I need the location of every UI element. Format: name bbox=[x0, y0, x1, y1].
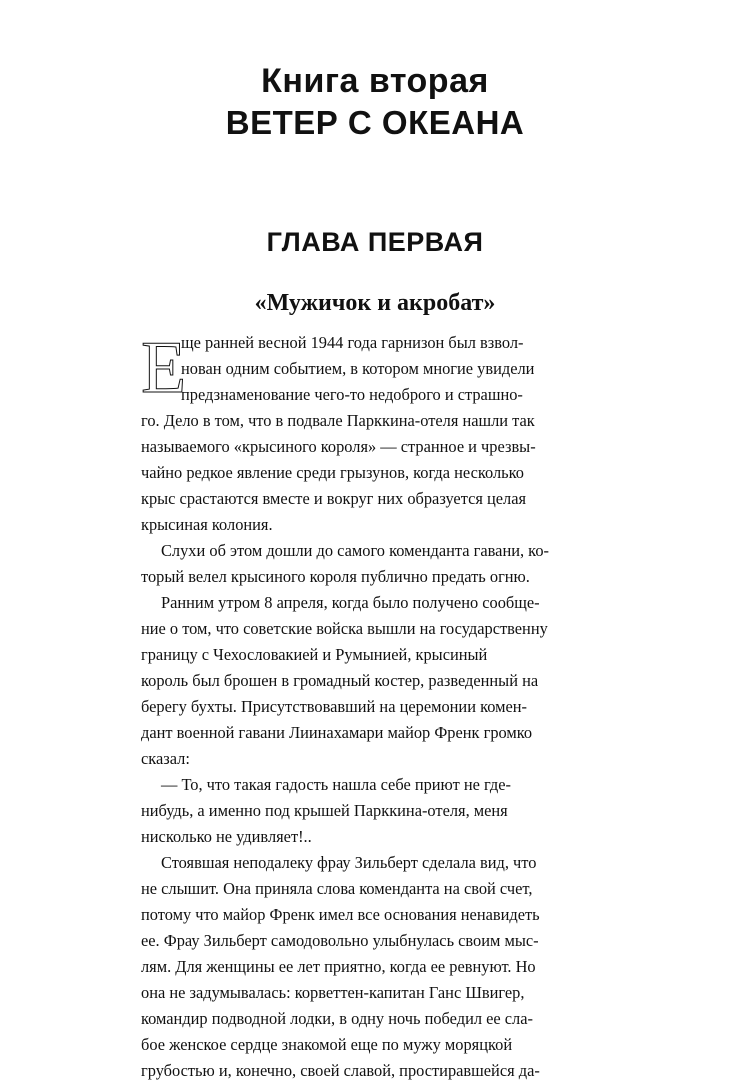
text-line: Ранним утром 8 апреля, когда было получено сообще- bbox=[161, 593, 540, 612]
text-line: король был брошен в громадный костер, разведенный на bbox=[141, 671, 539, 690]
text-line: нисколько не удивляет!.. bbox=[141, 827, 312, 846]
text-line: дант военной гавани Лиинахамари майор Френк громко bbox=[141, 723, 533, 742]
text-line: крыс срастаются вместе и вокруг них образуется целая bbox=[141, 489, 527, 508]
text-line: берегу бухты. Присутствовавший на церемонии комен- bbox=[141, 697, 527, 716]
text-line: — То, что такая гадость нашла себе приют не где- bbox=[161, 775, 511, 794]
text-line: лям. Для женщины ее лет приятно, когда ее ревнуют. Но bbox=[141, 957, 536, 976]
text-line: чайно редкое явление среди грызунов, когда несколько bbox=[141, 463, 524, 482]
text-line: командир подводной лодки, в одну ночь победил ее сла- bbox=[141, 1009, 533, 1028]
book-number-heading: Книга вторая bbox=[261, 62, 489, 100]
chapter-heading: ГЛАВА ПЕРВАЯ bbox=[266, 227, 484, 257]
text-line: го. Дело в том, что в подвале Парккина-отеля нашли так bbox=[141, 411, 535, 430]
text-line: называемого «крысиного короля» — странное и чрезвы- bbox=[141, 437, 536, 456]
text-line: не слышит. Она приняла слова коменданта на свой счет, bbox=[141, 879, 533, 898]
text-line: нибудь, а именно под крышей Парккина-отеля, меня bbox=[141, 801, 508, 820]
text-line: торый велел крысиного короля публично предать огню. bbox=[141, 567, 530, 586]
text-line: потому что майор Френк имел все основания ненавидеть bbox=[141, 905, 540, 924]
text-line: грубостью и, конечно, своей славой, простиравшейся да- bbox=[141, 1061, 540, 1080]
text-line: Стоявшая неподалеку фрау Зильберт сделала вид, что bbox=[161, 853, 537, 872]
text-line: нован одним событием, в котором многие увидели bbox=[181, 359, 535, 378]
text-line: ние о том, что советские войска вышли на государственну bbox=[141, 619, 548, 638]
book-title-heading: ВЕТЕР С ОКЕАНА bbox=[225, 104, 525, 141]
text-line: бое женское сердце знакомой еще по мужу моряцкой bbox=[141, 1035, 513, 1054]
text-line: ще ранней весной 1944 года гарнизон был взвол- bbox=[181, 333, 524, 352]
body-text bbox=[141, 327, 609, 1084]
drop-cap: Е bbox=[141, 327, 187, 409]
text-line: крысиная колония. bbox=[141, 515, 273, 534]
text-line: сказал: bbox=[141, 749, 190, 768]
text-line: границу с Чехословакией и Румынией, крысиный bbox=[141, 645, 488, 664]
section-title: «Мужичок и акробат» bbox=[254, 290, 496, 316]
text-line: ее. Фрау Зильберт самодовольно улыбнулась своим мыс- bbox=[141, 931, 539, 950]
text-line: Слухи об этом дошли до самого коменданта гавани, ко- bbox=[161, 541, 549, 560]
text-line: предзнаменование чего-то недоброго и страшно- bbox=[181, 385, 523, 404]
text-line: она не задумывалась: корветтен-капитан Ганс Швигер, bbox=[141, 983, 525, 1002]
